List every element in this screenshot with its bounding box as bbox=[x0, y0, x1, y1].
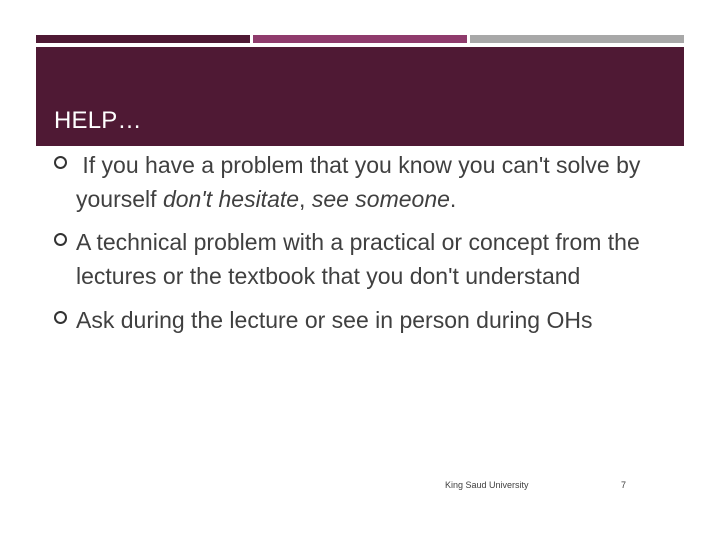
bullet-text: Ask during the lecture or see in person during OHs bbox=[76, 307, 593, 333]
hollow-circle-icon bbox=[54, 311, 67, 324]
bullet-text: . bbox=[449, 186, 457, 212]
bullet-text: , bbox=[299, 186, 312, 212]
hollow-circle-icon bbox=[54, 156, 67, 169]
slide-content bbox=[54, 148, 684, 337]
slide-title: HELP… bbox=[54, 107, 142, 134]
bullet-emphasis: see someone bbox=[311, 186, 450, 212]
bullet-text: If you have a problem that you know you can't solve by yourself bbox=[76, 152, 641, 212]
title-bar bbox=[36, 47, 684, 146]
bullet-item bbox=[54, 148, 684, 216]
decorative-stripe-gray bbox=[470, 35, 684, 43]
bullet-item bbox=[54, 225, 684, 293]
footer-page-number: 7 bbox=[621, 480, 627, 490]
decorative-stripe-mauve bbox=[253, 35, 467, 43]
footer-organization: King Saud University bbox=[445, 480, 529, 490]
decorative-stripe-dark bbox=[36, 35, 250, 43]
hollow-circle-icon bbox=[54, 233, 67, 246]
bullet-item bbox=[54, 303, 684, 337]
bullet-text: A technical problem with a practical or concept from the lectures or the textbook that you don't understand bbox=[76, 229, 640, 289]
bullet-emphasis: don't hesitate bbox=[162, 186, 300, 212]
